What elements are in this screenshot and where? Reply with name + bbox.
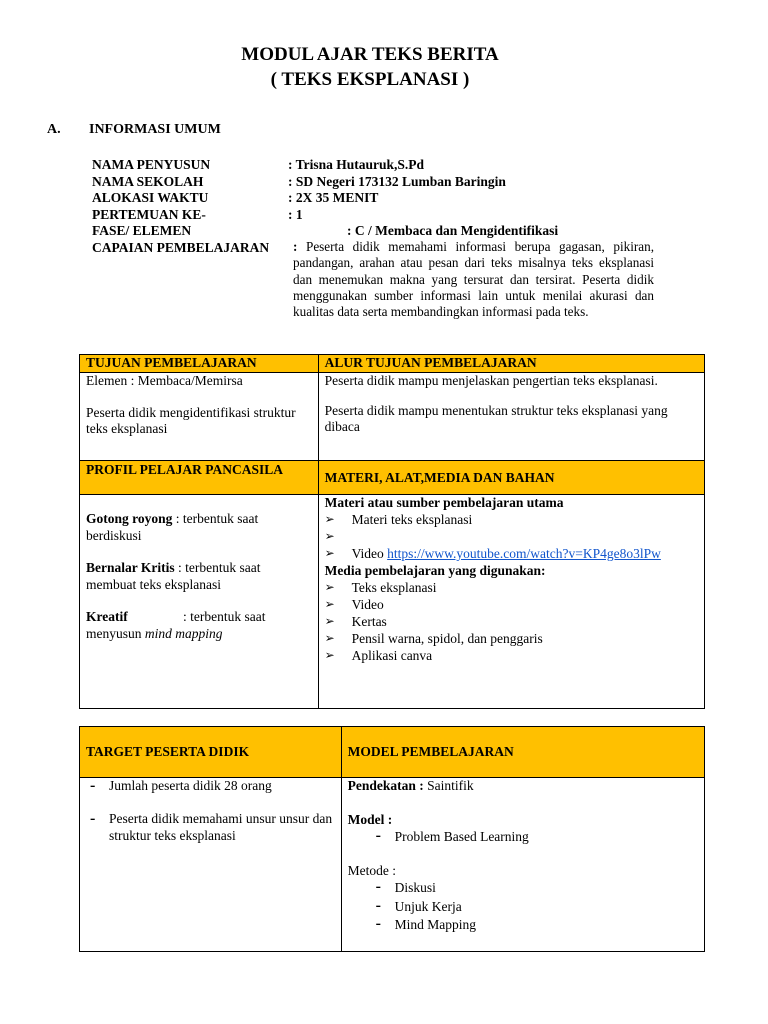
info-value: : Trisna Hutauruk,S.Pd: [288, 157, 425, 172]
media-item: ➢ Video: [325, 596, 698, 613]
profil-desc: : terbentuk saat berdiskusi: [86, 511, 259, 543]
profil-bernalar-kritis: [86, 560, 312, 593]
metode-item: - Diskusi: [348, 879, 698, 898]
materi-cell: [318, 495, 704, 709]
header-alur: ALUR TUJUAN PEMBELAJARAN: [318, 355, 704, 373]
alur-cell: [318, 373, 704, 461]
document-subtitle: ( TEKS EKSPLANASI ): [270, 69, 470, 90]
profil-kreatif: [86, 608, 312, 642]
capaian-colon: :: [293, 239, 298, 254]
profil-name: Kreatif: [86, 609, 128, 624]
video-label: Video: [351, 546, 388, 561]
video-item: [325, 545, 698, 562]
profil-cell: [80, 495, 319, 709]
info-value: : C / Membaca dan Mengidentifikasi: [347, 223, 559, 239]
info-value: : 1: [288, 206, 303, 222]
model-label: Model :: [347, 812, 393, 827]
section-letter: A.: [47, 122, 61, 137]
materi-item: ➢ Materi teks eksplanasi: [325, 511, 698, 528]
info-row-alokasi: [92, 190, 657, 207]
document-title: MODUL AJAR TEKS BERITA: [241, 44, 499, 65]
header-model: MODEL PEMBELAJARAN: [341, 727, 704, 778]
info-label: FASE/ ELEMEN: [92, 223, 192, 239]
materi-heading: Materi atau sumber pembelajaran utama: [324, 495, 564, 510]
media-item: ➢ Pensil warna, spidol, dan penggaris: [325, 630, 698, 647]
profil-name: Bernalar Kritis: [86, 560, 175, 575]
section-title: INFORMASI UMUM: [89, 122, 221, 137]
target-item: - Jumlah peserta didik 28 orang: [86, 778, 335, 794]
tujuan-elemen: Elemen : Membaca/Memirsa: [86, 373, 243, 388]
blank-line: [325, 528, 698, 545]
info-row-penyusun: [92, 157, 657, 174]
header-profil: PROFIL PELAJAR PANCASILA: [80, 461, 319, 495]
info-block: [92, 157, 657, 320]
tujuan-text: Peserta didik mengidentifikasi struktur teks eksplanasi: [86, 405, 296, 436]
metode-item: - Mind Mapping: [348, 916, 698, 935]
profil-gotong-royong: [86, 511, 312, 544]
info-row-sekolah: [92, 174, 657, 191]
profil-desc: : terbentuk saat membuat teks eksplanasi: [86, 560, 261, 592]
header-tujuan: TUJUAN PEMBELAJARAN: [80, 355, 319, 373]
model-cell: [341, 778, 704, 952]
model-item: - Problem Based Learning: [348, 828, 698, 846]
pendekatan-label: Pendekatan :: [347, 778, 424, 793]
profil-desc: menyusun: [86, 626, 145, 641]
media-heading: Media pembelajaran yang digunakan:: [324, 563, 546, 578]
media-item: ➢ Kertas: [325, 613, 698, 630]
info-label: CAPAIAN PEMBELAJARAN: [92, 239, 270, 255]
header-target: TARGET PESERTA DIDIK: [80, 727, 342, 778]
info-label: NAMA PENYUSUN: [92, 157, 211, 172]
info-label: ALOKASI WAKTU: [92, 190, 209, 206]
info-label: PERTEMUAN KE-: [92, 206, 206, 222]
target-cell: [80, 778, 342, 952]
info-value: : SD Negeri 173132 Lumban Baringin: [288, 173, 506, 189]
info-row-fase: [92, 223, 657, 240]
pendekatan-line: [348, 778, 698, 794]
pendekatan-value: Saintifik: [423, 778, 474, 793]
capaian-body: Peserta didik memahami informasi berupa gagasan, pikiran, pandangan, arahan atau pesan dari teks misalnya teks eksplanasi dan menemukan makna yang tersurat dan tersirat. Peserta didik menggunakan sumber informasi lain untuk menilai akurasi dan kualitas data serta membandingkan informasi pada teks.: [293, 239, 655, 320]
media-item: ➢ Teks eksplanasi: [325, 579, 698, 596]
tujuan-table: [79, 354, 705, 709]
info-value: : 2X 35 MENIT: [288, 190, 379, 206]
materi-list: [325, 511, 698, 562]
profil-name: Gotong royong: [86, 511, 173, 526]
metode-label: Metode :: [347, 863, 396, 878]
tujuan-cell: [80, 373, 319, 461]
header-materi: MATERI, ALAT,MEDIA DAN BAHAN: [318, 461, 704, 495]
profil-desc-italic: mind mapping: [144, 626, 223, 641]
target-table: [79, 726, 705, 952]
video-link[interactable]: https://www.youtube.com/watch?v=KP4ge8o3lPw: [387, 546, 661, 561]
info-row-pertemuan: [92, 207, 657, 224]
target-item: - Peserta didik memahami unsur unsur dan struktur teks eksplanasi: [86, 811, 335, 844]
alur-item: Peserta didik mampu menjelaskan pengertian teks eksplanasi.: [324, 373, 658, 388]
media-item: ➢ Aplikasi canva: [325, 647, 698, 664]
metode-item: - Unjuk Kerja: [348, 898, 698, 917]
alur-item: Peserta didik mampu menentukan struktur teks eksplanasi yang dibaca: [324, 403, 668, 434]
capaian-text: [293, 239, 654, 320]
media-list: [325, 579, 698, 664]
profil-desc: : terbentuk saat: [183, 609, 266, 624]
info-label: NAMA SEKOLAH: [92, 173, 204, 189]
